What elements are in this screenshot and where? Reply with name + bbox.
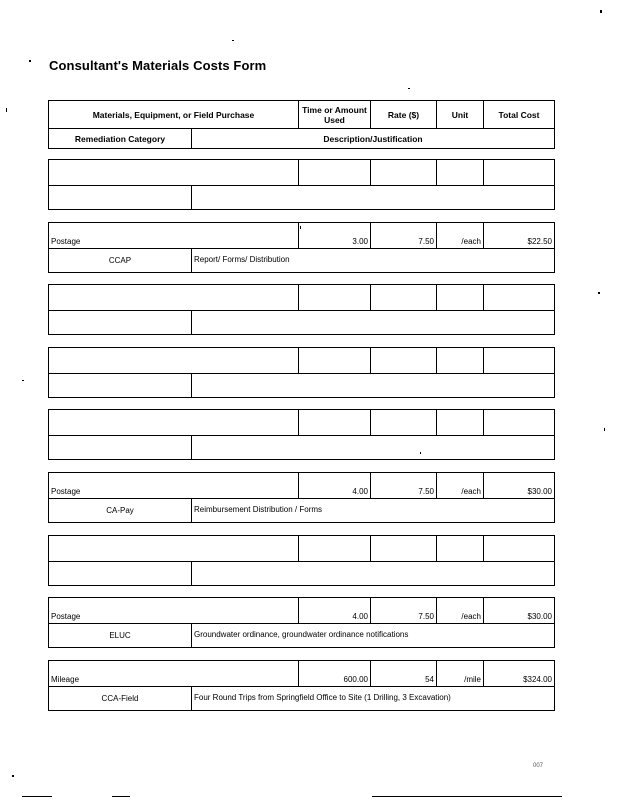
entry-rate: 54: [371, 661, 437, 686]
entry-unit: /each: [437, 598, 484, 623]
header-unit: Unit: [437, 101, 484, 128]
entry-total: $22.50: [527, 237, 552, 246]
entry-rate: [371, 348, 437, 373]
scan-speck: [420, 452, 421, 454]
entry-block: [48, 535, 555, 586]
entry-time: [299, 536, 371, 561]
entry-description: [192, 186, 554, 209]
scan-speck: [232, 40, 234, 41]
entry-time: [299, 160, 371, 185]
scan-speck: [6, 108, 7, 112]
entry-item: [49, 410, 299, 435]
entry-unit: [437, 410, 484, 435]
entry-unit: /each: [437, 223, 484, 248]
entry-item: Postage: [49, 473, 299, 498]
entry-item: Mileage: [49, 661, 299, 686]
entry-rate: [371, 410, 437, 435]
entry-description: Reimbursement Distribution / Forms: [194, 505, 323, 514]
entry-rate: 7.50: [371, 223, 437, 248]
entry-category: CCAP: [49, 249, 192, 272]
header-category: Remediation Category: [49, 129, 192, 148]
entry-category: CCA-Field: [49, 687, 192, 710]
entry-block: [48, 284, 555, 335]
entry-block: [48, 472, 555, 523]
entry-block: [48, 660, 555, 711]
footer-line: [22, 796, 52, 797]
header-table: [48, 100, 555, 149]
entry-total: $324.00: [523, 675, 552, 684]
entry-time: 4.00: [299, 473, 371, 498]
entry-total: [484, 348, 554, 373]
header-total: Total Cost: [498, 109, 540, 120]
entry-total: [484, 536, 554, 561]
entry-time: [299, 410, 371, 435]
entry-description: Report/ Forms/ Distribution: [194, 255, 290, 264]
entry-unit: [437, 285, 484, 310]
entry-description: [192, 436, 554, 459]
entry-description: Four Round Trips from Springfield Office to Site (1 Drilling, 3 Excavation): [194, 693, 451, 702]
entry-category: CA-Pay: [49, 499, 192, 522]
entry-time: 600.00: [299, 661, 371, 686]
header-description: Description/Justification: [323, 133, 423, 144]
entry-block: [48, 597, 555, 648]
entry-category: [49, 374, 192, 397]
entry-rate: [371, 160, 437, 185]
entry-description: Groundwater ordinance, groundwater ordinance notifications: [194, 630, 409, 639]
scan-speck: [29, 60, 31, 62]
entry-category: ELUC: [49, 624, 192, 647]
entry-total: [484, 285, 554, 310]
entry-category: [49, 436, 192, 459]
footer-line: [112, 796, 130, 797]
entry-item: [49, 160, 299, 185]
entry-description: [192, 562, 554, 585]
entry-block: [48, 159, 555, 210]
entry-rate: [371, 536, 437, 561]
entry-unit: /each: [437, 473, 484, 498]
entry-item: Postage: [49, 223, 299, 248]
entry-time: [299, 285, 371, 310]
entry-block: [48, 222, 555, 273]
entry-total: $30.00: [527, 487, 552, 496]
scan-speck: [12, 775, 14, 777]
scan-speck: [600, 10, 602, 13]
entry-rate: 7.50: [371, 598, 437, 623]
scan-speck: [300, 226, 301, 229]
entry-time: [299, 348, 371, 373]
entry-time: 3.00: [299, 223, 371, 248]
entry-block: [48, 409, 555, 460]
entry-unit: [437, 160, 484, 185]
entry-category: [49, 311, 192, 334]
entry-unit: /mile: [437, 661, 484, 686]
entry-time: 4.00: [299, 598, 371, 623]
scan-speck: [22, 380, 24, 381]
entry-category: [49, 186, 192, 209]
entry-rate: 7.50: [371, 473, 437, 498]
form-title: Consultant's Materials Costs Form: [49, 58, 267, 73]
scan-speck: [604, 428, 605, 431]
entry-total: [484, 160, 554, 185]
entry-total: [484, 410, 554, 435]
entry-unit: [437, 348, 484, 373]
header-time: Time or Amount Used: [299, 101, 371, 128]
entry-category: [49, 562, 192, 585]
header-materials: Materials, Equipment, or Field Purchase: [49, 101, 299, 128]
scan-speck: [598, 292, 600, 294]
entry-item: [49, 348, 299, 373]
entry-item: [49, 285, 299, 310]
scan-speck: [408, 88, 410, 89]
entry-item: [49, 536, 299, 561]
entry-block: [48, 347, 555, 398]
entry-item: Postage: [49, 598, 299, 623]
entry-unit: [437, 536, 484, 561]
header-rate: Rate ($): [371, 101, 437, 128]
entry-total: $30.00: [527, 612, 552, 621]
footer-line: [372, 796, 562, 797]
entry-description: [192, 374, 554, 397]
entry-rate: [371, 285, 437, 310]
entry-description: [192, 311, 554, 334]
page-mark: 007: [533, 763, 544, 769]
